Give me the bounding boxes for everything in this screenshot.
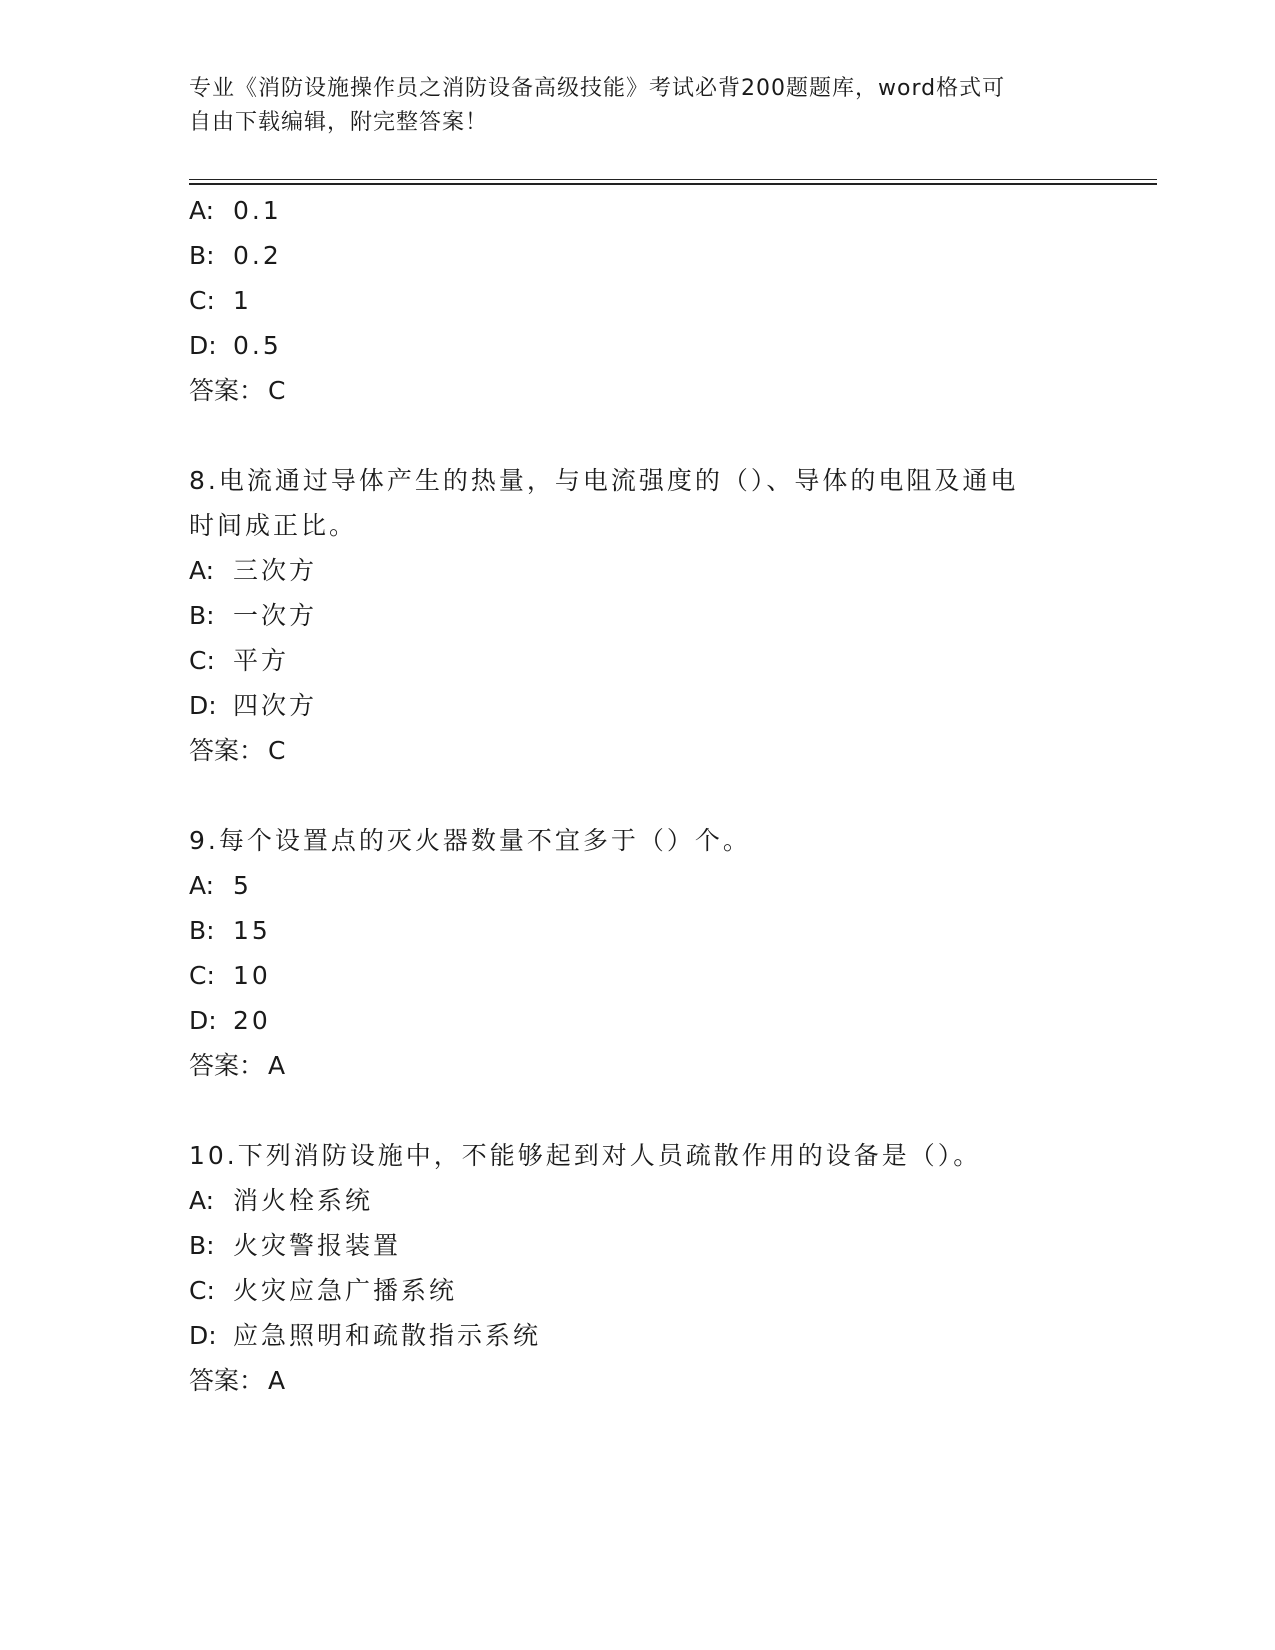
q9-stem-line-1: 9.每个设置点的灭火器数量不宜多于（）个。: [189, 826, 751, 855]
document-header: [189, 72, 1089, 140]
q8-stem-line-2: 时间成正比。: [189, 511, 358, 540]
q7-answer: [189, 376, 285, 406]
header-line-2: 自由下载编辑，附完整答案！: [189, 110, 489, 135]
option-label: C:: [189, 646, 215, 675]
answer-value: C: [268, 376, 286, 405]
q9-answer: [189, 1051, 285, 1081]
option-text: 5: [233, 871, 252, 900]
answer-label: 答案：: [189, 736, 265, 765]
q10-stem-line-1: 10.下列消防设施中，不能够起到对人员疏散作用的设备是（）。: [189, 1141, 982, 1170]
option-text: 0.5: [233, 331, 282, 360]
q10-option-d: [189, 1321, 541, 1351]
option-text: 火灾应急广播系统: [233, 1276, 458, 1305]
q8-option-b: [189, 601, 317, 631]
q8-stem-line-1: 8.电流通过导体产生的热量，与电流强度的（）、导体的电阻及通电: [189, 466, 1019, 495]
option-label: C:: [189, 1276, 215, 1305]
option-text: 三次方: [233, 556, 318, 585]
q8-option-c: [189, 646, 289, 676]
option-text: 0.2: [233, 241, 282, 270]
option-label: A:: [189, 196, 215, 225]
answer-label: 答案：: [189, 1366, 265, 1395]
q7-option-d: [189, 331, 282, 361]
option-text: 20: [233, 1006, 271, 1035]
header-line-1: 专业《消防设施操作员之消防设备高级技能》考试必背200题题库，word格式可: [189, 76, 1006, 101]
q10-option-c: [189, 1276, 457, 1306]
answer-value: A: [268, 1051, 286, 1080]
option-text: 一次方: [233, 601, 318, 630]
option-label: D:: [189, 331, 217, 360]
option-label: B:: [189, 601, 215, 630]
q8-option-d: [189, 691, 317, 721]
option-label: B:: [189, 1231, 215, 1260]
q7-option-c: [189, 286, 252, 316]
answer-value: A: [268, 1366, 286, 1395]
option-label: C:: [189, 286, 215, 315]
answer-label: 答案：: [189, 1051, 265, 1080]
option-text: 应急照明和疏散指示系统: [233, 1321, 542, 1350]
option-text: 1: [233, 286, 252, 315]
option-text: 15: [233, 916, 271, 945]
option-label: A:: [189, 1186, 215, 1215]
header-divider-thick: [189, 183, 1157, 185]
q10-answer: [189, 1366, 285, 1396]
answer-label: 答案：: [189, 376, 265, 405]
q10-option-b: [189, 1231, 401, 1261]
option-text: 四次方: [233, 691, 318, 720]
q9-option-c: [189, 961, 271, 991]
q8-option-a: [189, 556, 317, 586]
q7-option-b: [189, 241, 282, 271]
option-label: B:: [189, 916, 215, 945]
q9-option-a: [189, 871, 252, 901]
q9-option-d: [189, 1006, 271, 1036]
q8-answer: [189, 736, 285, 766]
q7-option-a: [189, 196, 282, 226]
option-label: D:: [189, 1006, 217, 1035]
option-label: A:: [189, 871, 215, 900]
answer-value: C: [268, 736, 286, 765]
option-label: D:: [189, 691, 217, 720]
option-label: C:: [189, 961, 215, 990]
option-text: 火灾警报装置: [233, 1231, 402, 1260]
header-divider-thin: [189, 179, 1157, 180]
q9-option-b: [189, 916, 271, 946]
option-text: 消火栓系统: [233, 1186, 374, 1215]
q10-option-a: [189, 1186, 373, 1216]
option-text: 10: [233, 961, 271, 990]
option-label: B:: [189, 241, 215, 270]
option-label: A:: [189, 556, 215, 585]
option-text: 平方: [233, 646, 290, 675]
option-text: 0.1: [233, 196, 282, 225]
option-label: D:: [189, 1321, 217, 1350]
